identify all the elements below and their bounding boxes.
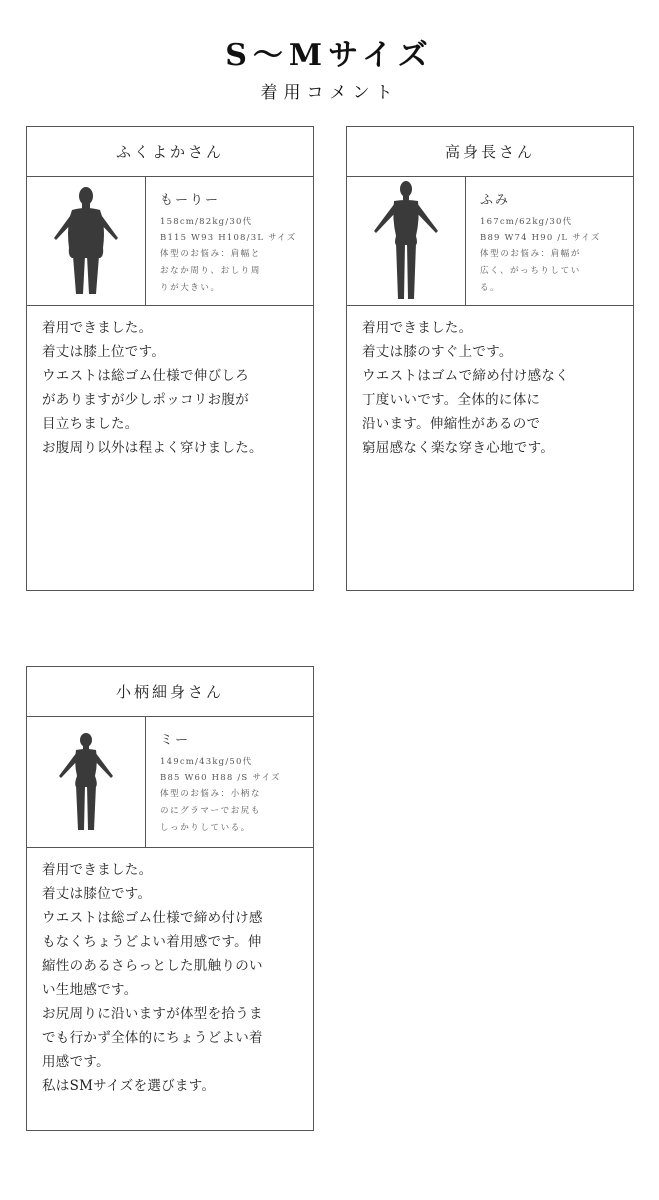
- profile-row: [27, 717, 313, 848]
- card-body-type: 高身長さん: [347, 127, 633, 177]
- profile-row: [27, 177, 313, 306]
- reviewer-worry: 体型のお悩み：肩幅が 広く、がっちりしてい る。: [480, 249, 582, 293]
- review-comment: 着用できました。 着丈は膝上位です。 ウエストは総ゴム仕様で伸びしろ がありますが少しポッコリお腹が 目立ちました。 お腹周り以外は程よく穿けました。: [42, 320, 263, 456]
- review-comment: 着用できました。 着丈は膝位です。 ウエストは総ゴム仕様で締め付け感 もなくちょうどよい着用感です。伸 縮性のあるさらっとした肌触りのい い生地感です。 お尻周りに沿いますが体型を拾うま でも行かず全体的にちょうどよい着 用感です。 私はSMサイズを選びます。: [42, 862, 263, 1094]
- reviewer-name: ふみ: [480, 193, 511, 208]
- page-subtitle: 着用コメント: [260, 83, 399, 103]
- review-comment: 着用できました。 着丈は膝のすぐ上です。 ウエストはゴムで締め付け感なく 丁度いいです。全体的に体に 沿います。伸縮性があるので 窮屈感なく楽な穿き心地です。: [362, 320, 569, 456]
- reviewer-stats: 167cm/62kg/30代: [480, 217, 573, 227]
- review-card-plump: [26, 126, 314, 591]
- reviewer-stats: 158cm/82kg/30代: [160, 217, 253, 227]
- reviewer-worry: 体型のお悩み：小柄な のにグラマーでお尻も しっかりしている。: [160, 789, 262, 833]
- figure-petite-icon: [27, 717, 146, 847]
- reviewer-measurements: B115 W93 H108/3L サイズ: [160, 233, 297, 243]
- card-body-type: 小柄細身さん: [27, 667, 313, 717]
- reviewer-stats: 149cm/43kg/50代: [160, 757, 253, 767]
- figure-tall-icon: [347, 177, 466, 305]
- card-body-type: ふくよかさん: [27, 127, 313, 177]
- review-card-petite: [26, 666, 314, 1131]
- reviewer-name: ミー: [160, 733, 191, 748]
- reviewer-measurements: B89 W74 H90 /L サイズ: [480, 233, 601, 243]
- reviewer-name: もーりー: [160, 193, 221, 208]
- reviewer-worry: 体型のお悩み：肩幅と おなか周り、おしり周 りが大きい。: [160, 249, 262, 293]
- review-card-tall: [346, 126, 634, 591]
- reviewer-measurements: B85 W60 H88 /S サイズ: [160, 773, 281, 783]
- profile-row: [347, 177, 633, 306]
- page-title: S～Mサイズ: [225, 38, 434, 73]
- figure-plump-icon: [27, 177, 146, 305]
